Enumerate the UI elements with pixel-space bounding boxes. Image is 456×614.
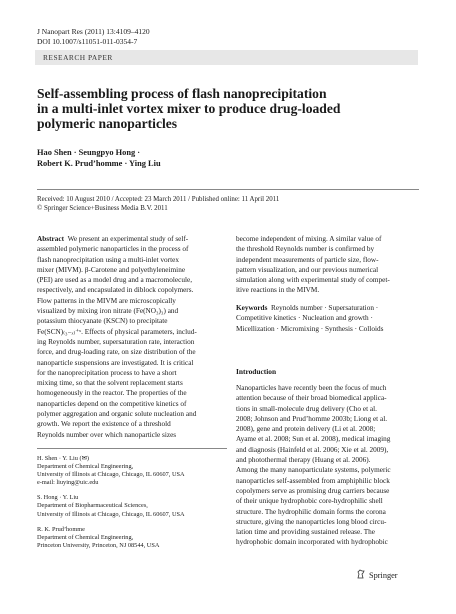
intro-line: hydrophobic domain incorporated with hydrophobic <box>236 538 388 547</box>
abstract-line: assembled polymeric nanoparticles in the process of <box>37 245 189 254</box>
intro-line: nanoparticles self-assembled from amphiphilic block <box>236 476 390 485</box>
abstract-line: Reynolds number over which nanoparticle sizes <box>37 430 177 439</box>
publisher-logo <box>356 569 398 581</box>
affiliation-line: H. Shen · Y. Liu (✉) <box>37 455 89 462</box>
intro-line: 2008; Johnson and Prud’homme 2003b; Liong et al. <box>236 414 388 423</box>
affiliation-line: Princeton University, Princeton, NJ 08544, USA <box>37 541 160 549</box>
intro-line: tions in small-molecule drug delivery (Cho et al. <box>236 404 377 413</box>
journal-citation: J Nanopart Res (2011) 13:4109–4120 <box>37 27 150 36</box>
keyword-line: Micellization · Micromixing · Synthesis · Colloids <box>236 324 384 333</box>
introduction-heading: Introduction <box>236 367 277 376</box>
abstract-line: nanoparticle suspensions are investigated. It is critical <box>37 358 194 367</box>
intro-line: structure. The hydrophilic domain forms the corona <box>236 507 386 516</box>
abstract-continuation <box>236 234 419 296</box>
abstract-line: pattern visualization, and our previous numerical <box>236 265 379 274</box>
introduction-body <box>236 383 419 548</box>
abstract-line: (PEI) are used as a model drug and a macromolecule, <box>37 276 193 285</box>
abstract-line: nanoparticles depend on the competitive kinetics of <box>37 399 187 408</box>
affiliation-line: e-mail: liuying@uic.edu <box>37 479 99 487</box>
abstract-line: ing Reynolds number, supersaturation rate, interaction <box>37 337 195 346</box>
affiliation-line: University of Illinois at Chicago, Chicago, IL 60607, USA <box>37 471 185 479</box>
keyword-line-text: Reynolds number · Supersaturation · <box>271 304 379 312</box>
author-list <box>37 147 161 169</box>
abstract-line: visualized by mixing iron nitrate (Fe(NO₃)₃) and <box>37 307 179 316</box>
intro-line: Ayame et al. 2008; Sun et al. 2008), medical imaging <box>236 435 391 444</box>
abstract-heading: Abstract <box>37 235 64 243</box>
abstract-line: force, and drug-loading rate, on size distribution of the <box>37 348 196 357</box>
intro-line: and photothermal therapy (Huang et al. 2006). <box>236 456 371 465</box>
abstract-line: homogeneously in the reactor. The properties of the <box>37 389 187 398</box>
keywords-section <box>236 303 419 334</box>
affiliation-line: S. Hong · Y. Liu <box>37 494 79 502</box>
keywords-heading: Keywords <box>236 304 268 312</box>
intro-line: Nanoparticles have recently been the focus of much <box>236 384 387 392</box>
abstract-line: mixing time, so that the solvent replacement starts <box>37 379 183 388</box>
title-line: Self-assembling process of flash nanoprecipitation <box>37 86 327 101</box>
springer-horse-icon <box>356 569 366 581</box>
intro-line: structure, giving the nanoparticles long blood circu- <box>236 517 387 526</box>
intro-line: Among the many nanoparticulate systems, polymeric <box>236 466 391 475</box>
intro-line: and diagnosis (Hainfeld et al. 2006; Xie et al. 2009), <box>236 445 389 454</box>
affiliations <box>37 455 227 557</box>
abstract-line: simulation along with experimental study of compet- <box>236 276 390 285</box>
abstract-line: become independent of mixing. A similar value of <box>236 235 382 243</box>
intro-line: 2008), gene and protein delivery (Li et al. 2008; <box>236 425 376 434</box>
affiliation-block <box>37 455 227 487</box>
intro-line: copolymers serve as promising drug carriers because <box>236 486 390 495</box>
paper-title <box>37 86 407 132</box>
journal-header <box>37 27 150 46</box>
title-line: polymeric nanoparticles <box>37 116 178 132</box>
copyright-line: © Springer Science+Business Media B.V. 2011 <box>37 204 168 212</box>
abstract-line: growth. We report the existence of a threshold <box>37 420 171 429</box>
intro-line: of their unique hydrophobic core-hydrophilic shell <box>236 497 383 506</box>
abstract-line: the threshold Reynolds number is confirmed by <box>236 245 375 254</box>
received-line: Received: 10 August 2010 / Accepted: 23 March 2011 / Published online: 11 April 2011 <box>37 196 280 203</box>
abstract-line: mixer (MIVM). β-Carotene and polyethyleneimine <box>37 265 186 274</box>
keyword-line: Competitive kinetics · Nucleation and growth · <box>236 314 373 323</box>
keyword-line <box>236 303 419 313</box>
abstract-line: polymer aggregation and organic solute nucleation and <box>37 410 197 419</box>
section-label: RESEARCH PAPER <box>43 53 113 62</box>
author-line: Hao Shen · Seungpyo Hong · <box>37 148 141 157</box>
abstract-line: itive reactions in the MIVM. <box>236 286 320 295</box>
publisher-name: Springer <box>369 570 398 580</box>
abstract-line <box>37 234 228 244</box>
publication-dates <box>37 196 427 213</box>
abstract-line: independent measurements of particle size, flow- <box>236 255 379 264</box>
affiliation-line: University of Illinois at Chicago, Chicago, IL 60607, USA <box>37 510 185 518</box>
abstract-line: respectively, and encapsulated in diblock copolymers. <box>37 286 194 295</box>
abstract-line: Flow patterns in the MIVM are microscopically <box>37 296 176 305</box>
abstract-line-text: We present an experimental study of self- <box>67 235 189 243</box>
affiliation-block <box>37 494 227 518</box>
abstract-line: flash nanoprecipitation using a multi-inlet vortex <box>37 255 179 264</box>
affiliation-line: Department of Chemical Engineering, <box>37 463 134 471</box>
abstract-line: for the nanoprecipitation process to have a short <box>37 368 177 377</box>
doi-line: DOI 10.1007/s11051-011-0354-7 <box>37 36 138 46</box>
abstract-section <box>37 234 228 440</box>
header-divider <box>37 189 419 190</box>
affiliation-line: Department of Biopharmaceutical Sciences, <box>37 502 148 510</box>
affiliation-line: Department of Chemical Engineering, <box>37 533 134 541</box>
author-line: Robert K. Prud’homme · Ying Liu <box>37 159 161 168</box>
intro-line: attention because of their broad biomedical applica- <box>236 394 387 403</box>
affiliation-block <box>37 526 227 550</box>
abstract-line: potassium thiocyanate (KSCN) to precipitate <box>37 317 168 326</box>
affiliation-line: R. K. Prud’homme <box>37 525 85 533</box>
abstract-line: Fe(SCN)₍₃₋ₓ₎⁺ˣ. Effects of physical parameters, includ- <box>37 327 197 336</box>
title-line: in a multi-inlet vortex mixer to produce drug-loaded <box>37 101 341 117</box>
affiliation-divider <box>37 448 227 449</box>
intro-line: lation time and providing sustained release. The <box>236 528 375 537</box>
